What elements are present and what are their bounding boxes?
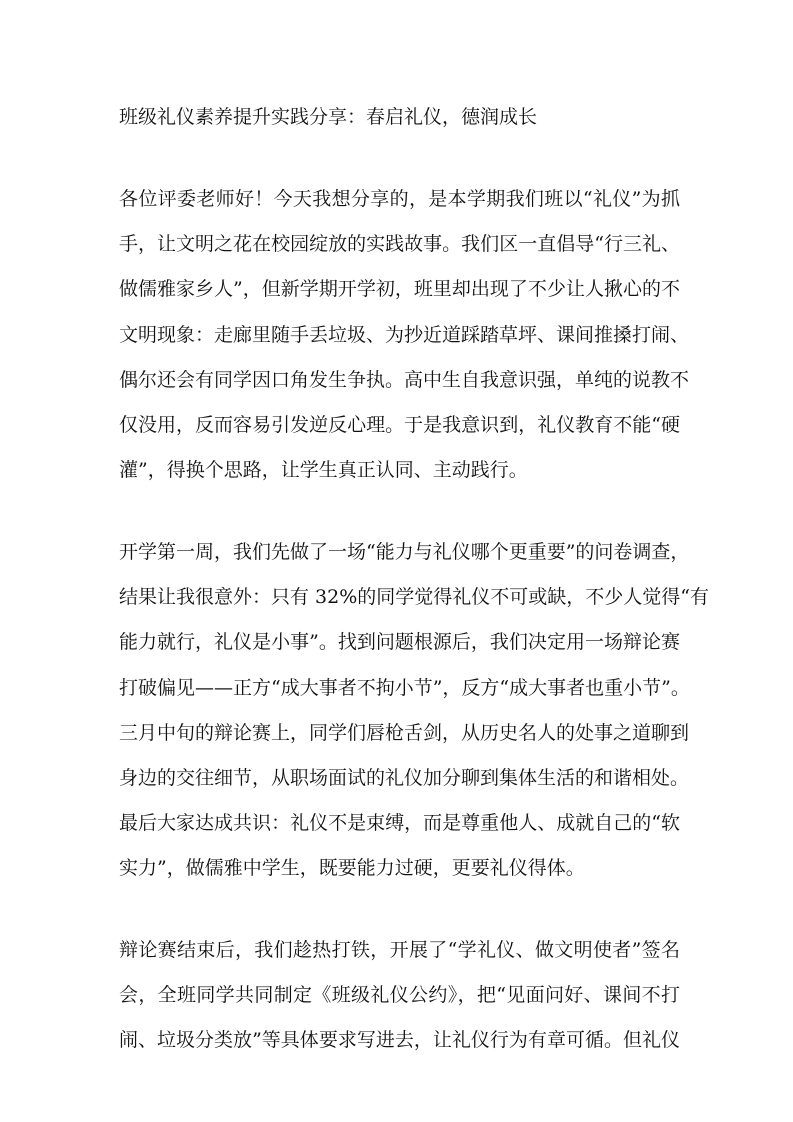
text-line: 手，让文明之花在校园绽放的实践故事。我们区一直倡导“行三礼、 <box>119 233 680 256</box>
text-line: 辩论赛结束后，我们趁热打铁，开展了“学礼仪、做文明使者”签名 <box>119 939 680 961</box>
text-line: 三月中旬的辩论赛上，同学们唇枪舌剑，从历史名人的处事之道聊到 <box>119 721 690 744</box>
text-line: 做儒雅家乡人”，但新学期开学初，班里却出现了不少让人揪心的不 <box>119 278 680 301</box>
text-line: 打破偏见——正方“成大事者不拘小节”，反方“成大事者也重小节”。 <box>119 676 690 699</box>
text-line: 仅没用，反而容易引发逆反心理。于是我意识到，礼仪教育不能“硬 <box>119 414 680 436</box>
text-line: 灌”，得换个思路，让学生真正认同、主动践行。 <box>119 459 528 482</box>
text-line: 结果让我很意外：只有 32%的同学觉得礼仪不可或缺，不少人觉得“有 <box>119 586 709 609</box>
text-line: 各位评委老师好！今天我想分享的，是本学期我们班以“礼仪”为抓 <box>119 188 680 210</box>
text-line: 实力”，做儒雅中学生，既要能力过硬，更要礼仪得体。 <box>119 857 585 880</box>
text-line: 偶尔还会有同学因口角发生争执。高中生自我意识强，单纯的说教不 <box>119 368 690 391</box>
text-line: 会，全班同学共同制定《班级礼仪公约》，把“见面问好、课间不打 <box>119 984 680 1007</box>
text-line: 文明现象：走廊里随手丢垃圾、为抄近道踩踏草坪、课间推搡打闹、 <box>119 323 690 346</box>
text-line: 闹、垃圾分类放”等具体要求写进去，让礼仪行为有章可循。但礼仪 <box>119 1029 680 1052</box>
text-line: 开学第一周，我们先做了一场“能力与礼仪哪个更重要”的问卷调查， <box>119 541 690 563</box>
text-line: 身边的交往细节，从职场面试的礼仪加分聊到集体生活的和谐相处。 <box>119 767 690 789</box>
text-line: 能力就行，礼仪是小事”。找到问题根源后，我们决定用一场辩论赛 <box>119 631 680 654</box>
text-line: 最后大家达成共识：礼仪不是束缚，而是尊重他人、成就自己的“软 <box>119 812 680 835</box>
document-title: 班级礼仪素养提升实践分享：春启礼仪，德润成长 <box>119 106 538 128</box>
